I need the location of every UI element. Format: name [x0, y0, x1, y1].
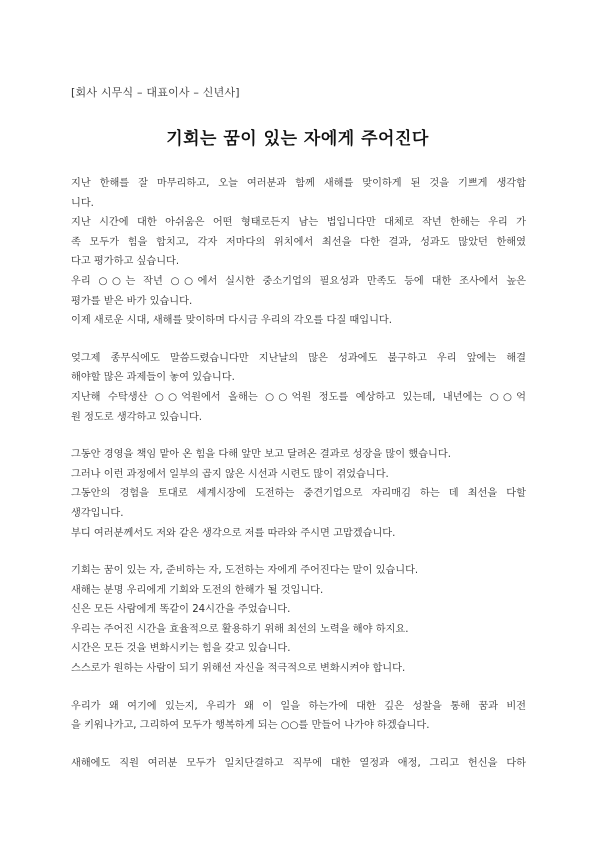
- document-title: 기회는 꿈이 있는 자에게 주어진다: [166, 129, 429, 149]
- text-line: 기회는 꿈이 있는 자, 준비하는 자, 도전하는 자에게 주어진다는 말이 있습니다.: [71, 565, 419, 577]
- text-line: 그동안 경영을 책임 맡아 온 힘을 다해 앞만 보고 달려온 결과로 성장을 많이 했습니다.: [71, 449, 451, 461]
- paragraph: [71, 174, 526, 331]
- text-line: 을 키워나가고, 그리하여 모두가 행복하게 되는 ○○를 만들어 나가야 하겠습니다.: [71, 720, 430, 732]
- text-line: 족 모두가 힘을 합치고, 각자 저마다의 위치에서 최선을 다한 결과, 성과도 많았던 한해였: [71, 236, 526, 248]
- paragraph-spacer: [71, 736, 526, 754]
- text-line: 원 정도로 생각하고 있습니다.: [71, 411, 203, 423]
- text-line: 지난 한해를 잘 마무리하고, 오늘 여러분과 함께 새해를 맞이하게 된 것을 기쁘게 생각합: [71, 178, 526, 189]
- text-line: 새해는 분명 우리에게 기회와 도전의 한해가 될 것입니다.: [71, 584, 324, 596]
- text-line: 다고 평가하고 싶습니다.: [71, 256, 180, 268]
- paragraph-spacer: [71, 543, 526, 561]
- text-line: 생각입니다.: [71, 507, 124, 519]
- document-body: [71, 174, 526, 773]
- document-category-tag: [회사 시무식 – 대표이사 – 신년사]: [71, 86, 240, 99]
- text-line: 새해에도 직원 여러분 모두가 일치단결하고 직무에 대한 열정과 애정, 그리고 헌신을 다하: [71, 757, 526, 769]
- paragraph-spacer: [71, 427, 526, 445]
- text-line: 시간은 모든 것을 변화시키는 힘을 갖고 있습니다.: [71, 643, 291, 655]
- text-line: 이제 새로운 시대, 새해를 맞이하며 다시금 우리의 각오를 다질 때입니다.: [71, 315, 393, 327]
- text-line: 신은 모든 사람에게 똑같이 24시간을 주었습니다.: [71, 604, 291, 616]
- text-line: 그러나 이런 과정에서 일부의 곱지 않은 시선과 시련도 많이 겪었습니다.: [71, 468, 389, 480]
- paragraph: [71, 697, 526, 736]
- text-line: 우리는 주어진 시간을 효율적으로 활용하기 위해 최선의 노력을 해야 하지요.: [71, 623, 409, 635]
- text-line: 스스로가 원하는 사람이 되기 위해선 자신을 적극적으로 변화시켜야 합니다.: [71, 663, 406, 675]
- text-line: 부디 여러분께서도 저와 같은 생각으로 저를 따라와 주시면 고맙겠습니다.: [71, 527, 396, 539]
- text-line: 우리 ○○는 작년 ○○에서 실시한 중소기업의 필요성과 만족도 등에 대한 조사에서 높은: [71, 275, 526, 287]
- text-line: 지난해 수탁생산 ○○억원에서 올해는 ○○억원 정도를 예상하고 있는데, 내년에는 ○○억: [71, 391, 526, 403]
- text-line: 우리가 왜 여기에 있는지, 우리가 왜 이 일을 하는가에 대한 깊은 성찰을 통해 꿈과 비전: [71, 700, 526, 712]
- text-line: 지난 시간에 대한 아쉬움은 어떤 형태로든지 남는 법입니다만 대체로 작년 한해는 우리 가: [71, 217, 526, 229]
- paragraph-spacer: [71, 331, 526, 349]
- text-line: 해야할 많은 과제들이 놓여 있습니다.: [71, 372, 235, 384]
- paragraph-spacer: [71, 679, 526, 697]
- paragraph: [71, 349, 526, 427]
- text-line: 그동안의 경험을 토대로 세계시장에 도전하는 중견기업으로 자리매김 하는 데 최선을 다할: [71, 488, 526, 500]
- text-line: 평가를 받은 바가 있습니다.: [71, 295, 193, 307]
- paragraph: [71, 754, 526, 774]
- text-line: 니다.: [71, 197, 94, 209]
- paragraph: [71, 561, 526, 679]
- paragraph: [71, 445, 526, 543]
- text-line: 엊그제 종무식에도 말씀드렸습니다만 지난날의 많은 성과에도 불구하고 우리 앞에는 해결: [71, 352, 526, 364]
